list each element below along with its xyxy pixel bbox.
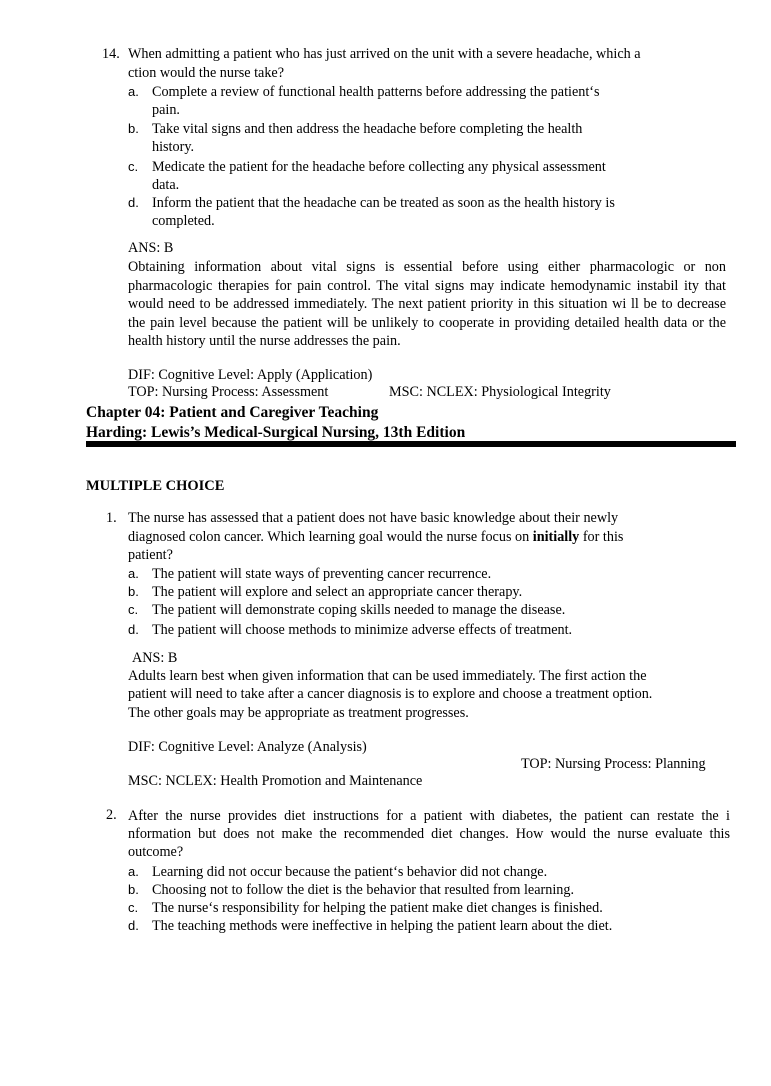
option-text: pain. bbox=[152, 102, 180, 118]
msc-line: MSC: NCLEX: Health Promotion and Maintenance bbox=[128, 773, 423, 789]
option-text: completed. bbox=[152, 213, 215, 229]
answer-key: ANS: B bbox=[132, 650, 178, 666]
option-text: data. bbox=[152, 177, 180, 193]
section-heading: MULTIPLE CHOICE bbox=[86, 478, 225, 494]
option-letter: b. bbox=[128, 882, 139, 897]
msc-line: MSC: NCLEX: Physiological Integrity bbox=[389, 384, 611, 400]
rationale-line: patient will need to take after a cancer diagnosis is to explore and choose a treatment option. bbox=[128, 686, 653, 702]
option-letter: c. bbox=[128, 900, 139, 915]
option-letter: b. bbox=[128, 121, 139, 136]
option-letter: d. bbox=[128, 918, 139, 933]
answer-key: ANS: B bbox=[128, 240, 174, 256]
book-title: Harding: Lewis’s Medical-Surgical Nursing, 13th Edition bbox=[86, 424, 466, 441]
option-text: The patient will state ways of preventing cancer recurrence. bbox=[152, 566, 492, 582]
topic-line: TOP: Nursing Process: Assessment bbox=[128, 384, 329, 400]
topic-line: TOP: Nursing Process: Planning bbox=[521, 756, 706, 772]
question-number: 1. bbox=[106, 510, 117, 526]
option-text: Inform the patient that the headache can be treated as soon as the health history is bbox=[152, 195, 615, 211]
question-number: 2. bbox=[106, 807, 117, 823]
difficulty-line: DIF: Cognitive Level: Analyze (Analysis) bbox=[128, 739, 367, 755]
difficulty-line: DIF: Cognitive Level: Apply (Application) bbox=[128, 367, 373, 383]
question-stem-line: The nurse has assessed that a patient does not have basic knowledge about their newly bbox=[128, 510, 619, 526]
option-text: The nurse‘s responsibility for helping the patient make diet changes is finished. bbox=[152, 900, 603, 916]
rationale-line: Adults learn best when given information that can be used immediately. The first action the bbox=[128, 668, 647, 684]
rationale-line: The other goals may be appropriate as treatment progresses. bbox=[128, 705, 469, 721]
option-text: Take vital signs and then address the headache before completing the health bbox=[152, 121, 583, 137]
option-text: history. bbox=[152, 139, 195, 155]
chapter-divider bbox=[86, 441, 736, 447]
option-letter: a. bbox=[128, 566, 139, 581]
option-text: The patient will demonstrate coping skills needed to manage the disease. bbox=[152, 602, 566, 618]
option-letter: d. bbox=[128, 195, 139, 210]
option-text: The teaching methods were ineffective in helping the patient learn about the diet. bbox=[152, 918, 613, 934]
option-letter: b. bbox=[128, 584, 139, 599]
question-number: 14. bbox=[102, 46, 120, 62]
option-text: Complete a review of functional health patterns before addressing the patient‘s bbox=[152, 84, 600, 100]
option-letter: a. bbox=[128, 864, 139, 879]
question-stem: After the nurse provides diet instructions for a patient with diabetes, the patient can restate the i nformation but does not make the recommended diet changes. How would the nurse evaluate this outcome? bbox=[128, 808, 730, 860]
emphasis-text: initially bbox=[532, 529, 580, 545]
option-letter: d. bbox=[128, 622, 139, 637]
option-text: Medicate the patient for the headache before collecting any physical assessment bbox=[152, 159, 606, 175]
option-text: Learning did not occur because the patient‘s behavior did not change. bbox=[152, 864, 548, 880]
option-text: Choosing not to follow the diet is the behavior that resulted from learning. bbox=[152, 882, 574, 898]
option-letter: c. bbox=[128, 159, 139, 174]
option-text: The patient will explore and select an appropriate cancer therapy. bbox=[152, 584, 523, 600]
question-stem-line: diagnosed colon cancer. Which learning goal would the nurse focus on initially for this bbox=[128, 529, 624, 545]
question-stem-line: When admitting a patient who has just arrived on the unit with a severe headache, which a bbox=[128, 46, 641, 62]
option-text: The patient will choose methods to minimize adverse effects of treatment. bbox=[152, 622, 573, 638]
chapter-title: Chapter 04: Patient and Caregiver Teaching bbox=[86, 404, 379, 421]
option-letter: c. bbox=[128, 602, 139, 617]
question-stem-line: patient? bbox=[128, 547, 173, 563]
question-stem-line: ction would the nurse take? bbox=[128, 65, 285, 81]
rationale-paragraph: Obtaining information about vital signs is essential before using either pharmacologic or non pharmacologic therapies for pain control. The vital signs may indicate hemodynamic instabil ity that would need to be addressed immediately. The next patient priority in this situation wi ll be to decrease the pain level because the patient will be unlikely to cooperate in providing detailed health data or the health history until the nurse addresses the pain. bbox=[128, 259, 726, 349]
option-letter: a. bbox=[128, 84, 139, 99]
